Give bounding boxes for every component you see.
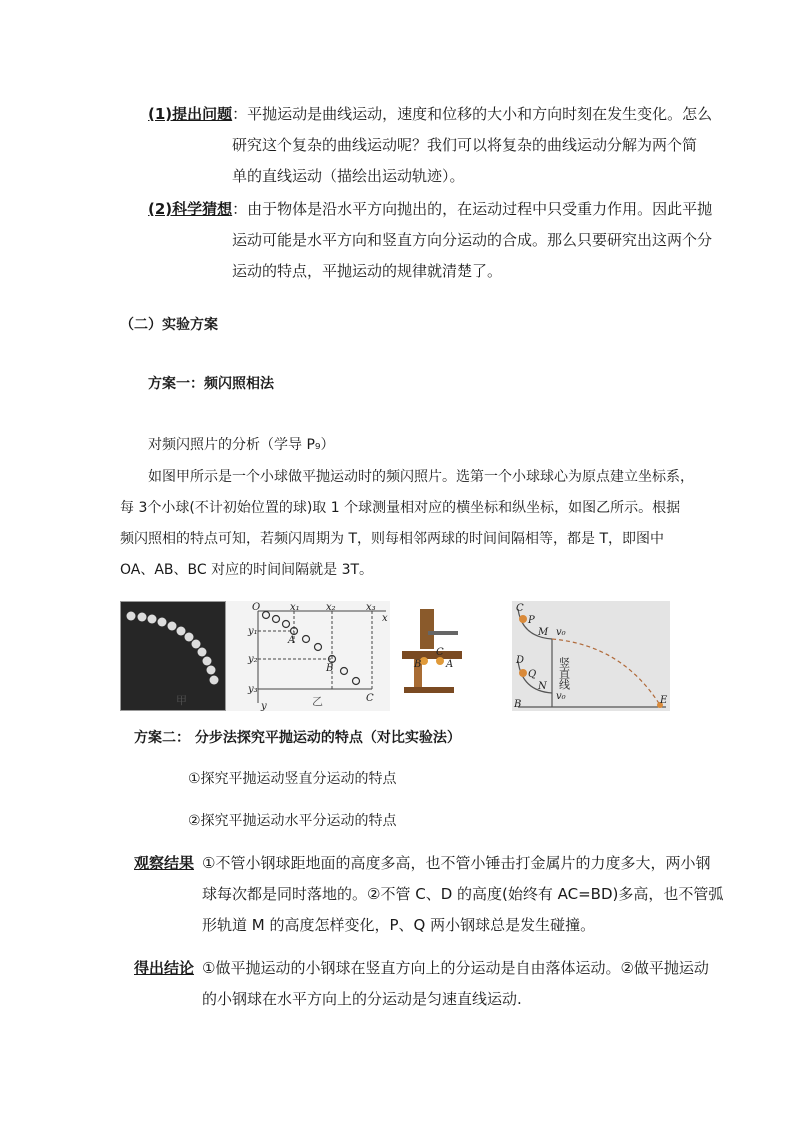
jia-label: 甲: [176, 694, 187, 707]
yi-A: A: [288, 635, 296, 646]
tracks-diagram: [512, 601, 670, 711]
yi-C: C: [366, 693, 374, 704]
item1-label: (1)提出问题: [148, 105, 233, 123]
yi-O: O: [252, 602, 261, 613]
plan2-title: 方案二： 分步法探究平抛运动的特点（对比实验法）: [134, 730, 461, 746]
item2-line-2: 运动可能是水平方向和竖直方向分运动的合成。那么只要研究出这两个分: [232, 231, 713, 249]
tr-v0b: v₀: [556, 691, 566, 702]
item1-line-3: 单的直线运动（描绘出运动轨迹）。: [232, 167, 465, 185]
item2-line-3: 运动的特点，平抛运动的规律就清楚了。: [232, 262, 503, 280]
figure-yi: [226, 601, 390, 711]
tr-M: M: [538, 627, 549, 638]
item1-sep: ：: [232, 105, 248, 123]
strobe-photo: [121, 602, 225, 710]
plan1-sub: 对频闪照片的分析（学导 P₉）: [148, 437, 335, 453]
yi-x3: x₃: [366, 602, 376, 613]
yi-y3: y₃: [248, 684, 258, 695]
tr-v0a: v₀: [556, 627, 566, 638]
tr-vertical: 竖直线: [557, 657, 571, 690]
plan1-line-1: 如图甲所示是一个小球做平抛运动时的频闪照片。选第一个小球球心为原点建立坐标系，: [148, 469, 694, 485]
item1-row: [148, 103, 712, 124]
observe-line-1: ①不管小钢球距地面的高度多高，也不管小锤击打金属片的力度多大，两小钢: [202, 854, 711, 872]
tr-D: D: [516, 655, 525, 666]
observe-label: 观察结果: [134, 854, 195, 872]
conclusion-row: [134, 957, 709, 978]
observe-row: [134, 852, 710, 873]
item2-line-1: 由于物体是沿水平方向抛出的，在运动过程中只受重力作用。因此平抛: [247, 200, 713, 218]
observe-line-2: 球每次都是同时落地的。②不管 C、D 的高度(始终有 AC=BD)多高，也不管弧: [202, 885, 724, 903]
conclusion-label: 得出结论: [134, 959, 195, 977]
plan2-item-2: ②探究平抛运动水平分运动的特点: [188, 813, 397, 829]
plan1-line-2: 每 3个小球(不计初始位置的球)取 1 个球测量相对应的横坐标和纵坐标，如图乙所示。根据: [120, 500, 681, 516]
item1-line-1: 平抛运动是曲线运动，速度和位移的大小和方向时刻在发生变化。怎么: [247, 105, 713, 123]
yi-label: 乙: [312, 695, 323, 708]
conclusion-line-2: 的小钢球在水平方向上的分运动是匀速直线运动.: [202, 990, 522, 1008]
app-B: B: [414, 659, 422, 670]
app-A: A: [446, 659, 454, 670]
item2-sep: ：: [232, 200, 248, 218]
item2-label: (2)科学猜想: [148, 200, 233, 218]
item1-line-2: 研究这个复杂的曲线运动呢？我们可以将复杂的曲线运动分解为两个简: [232, 136, 698, 154]
figure-tracks: [512, 601, 670, 711]
section-heading: （二）实验方案: [120, 317, 218, 333]
item2-row: [148, 198, 712, 219]
yi-y1: y₁: [248, 626, 258, 637]
tr-N: N: [538, 681, 547, 692]
plan1-title: 方案一：频闪照相法: [148, 376, 274, 392]
plan1-line-3: 频闪照相的特点可知，若频闪周期为 T，则每相邻两球的时间间隔相等，都是 T，即图中: [120, 531, 665, 547]
apparatus-diagram: [394, 601, 506, 711]
yi-B: B: [326, 663, 334, 674]
conclusion-line-1: ①做平抛运动的小钢球在竖直方向上的分运动是自由落体运动。②做平抛运动: [202, 959, 709, 977]
figure-jia: [120, 601, 226, 711]
yi-x2: x₂: [326, 602, 336, 613]
tr-Q: Q: [528, 669, 537, 680]
figure-apparatus: [394, 601, 506, 711]
tr-B: B: [514, 699, 522, 710]
yi-x1: x₁: [290, 602, 300, 613]
tr-P: P: [528, 615, 535, 626]
tr-C: C: [516, 603, 524, 614]
yi-y: y: [261, 701, 267, 711]
yi-x: x: [382, 613, 388, 624]
plan1-line-4: OA、AB、BC 对应的时间间隔就是 3T。: [120, 562, 374, 578]
tr-E: E: [660, 695, 668, 706]
yi-y2: y₂: [248, 654, 258, 665]
plan2-item-1: ①探究平抛运动竖直分运动的特点: [188, 771, 397, 787]
coordinate-diagram: [226, 601, 390, 711]
app-C: C: [436, 647, 444, 658]
observe-line-3: 形轨道 M 的高度怎样变化，P、Q 两小钢球总是发生碰撞。: [202, 916, 596, 934]
